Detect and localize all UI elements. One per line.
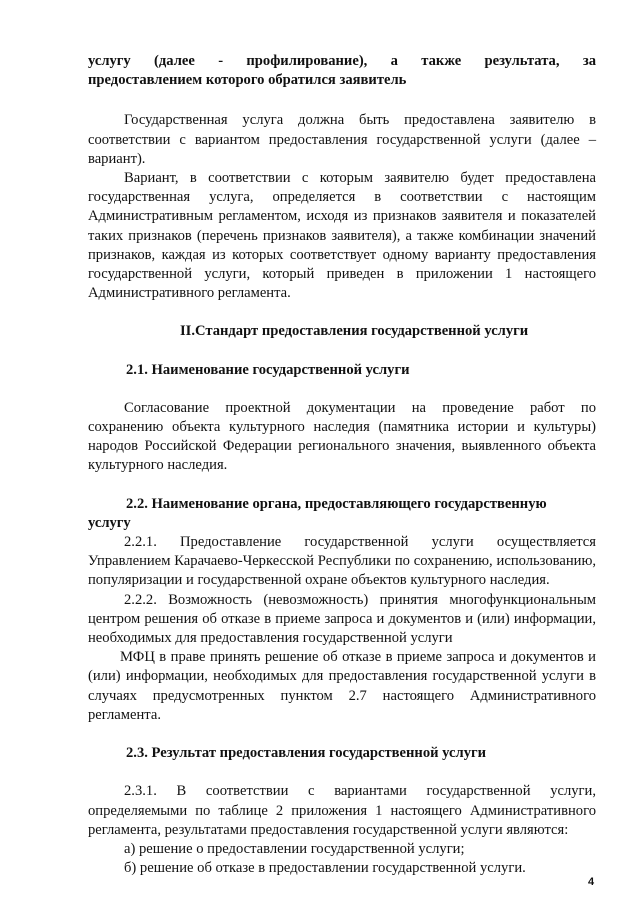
paragraph-variant-definition: Государственная услуга должна быть предоставлена заявителю в соответствии с вариантом предоставления государственной услуги (далее – вариант). xyxy=(88,112,596,167)
subsection-2-1-text: Согласование проектной документации на проведение работ по сохранению объекта культурного наследия (памятника истории и культуры) народов Российской Федерации регионального значения, выявленного объекта культурного наследия. xyxy=(88,399,596,474)
paragraph-2-3-1: 2.3.1. В соответствии с вариантами государственной услуги, определяемыми по таблице 2 приложения 1 настоящего Административного регламента, результатами предоставления государственной услуги являются: xyxy=(88,783,596,838)
page-number: 4 xyxy=(588,876,595,888)
paragraph-2-2-1: 2.2.1. Предоставление государственной услуги осуществляется Управлением Карачаево-Черкесской Республики по сохранению, использованию, популяризации и государственной охране объектов культурного наследия. xyxy=(88,534,596,589)
subsection-2-2-heading-line-1: 2.2. Наименование органа, предоставляющего государственную xyxy=(126,495,547,512)
list-item-a: а) решение о предоставлении государственной услуги; xyxy=(124,840,465,857)
intro-line-1: услугу (далее - профилирование), а также результата, за xyxy=(88,53,596,69)
subsection-2-2-heading-line-2: услугу xyxy=(88,514,131,531)
document-page xyxy=(88,52,596,878)
paragraph-mfc: МФЦ в праве принять решение об отказе в приеме запроса и документов и (или) информации, необходимых для предоставления государственной услуги в случаях предусмотренных пунктом 2.7 настоящего Административного регламента. xyxy=(88,649,596,723)
list-item-b: б) решение об отказе в предоставлении государственной услуги. xyxy=(124,860,526,877)
paragraph-2-2-2: 2.2.2. Возможность (невозможность) принятия многофункциональным центром решения об отказе в приеме запроса и документов и (или) информации, необходимых для предоставления государственной услуги xyxy=(88,591,596,647)
paragraph-variant-determination: Вариант, в соответствии с которым заявителю будет предоставлена государственная услуга, определяется в соответствии с настоящим Административным регламентом, исходя из признаков заявителя и показателей таких признаков (перечень признаков заявителя), а также комбинации значений признаков, каждая из которых соответствует одному варианту предоставления государственной услуги, который приведен в приложении 1 настоящего Административного регламента. xyxy=(88,170,596,302)
subsection-2-3-heading: 2.3. Результат предоставления государственной услуги xyxy=(126,745,487,762)
subsection-2-1-heading: 2.1. Наименование государственной услуги xyxy=(126,361,410,378)
intro-line-2: предоставлением которого обратился заявитель xyxy=(88,72,407,89)
section-2-heading: II.Стандарт предоставления государственной услуги xyxy=(180,323,529,340)
